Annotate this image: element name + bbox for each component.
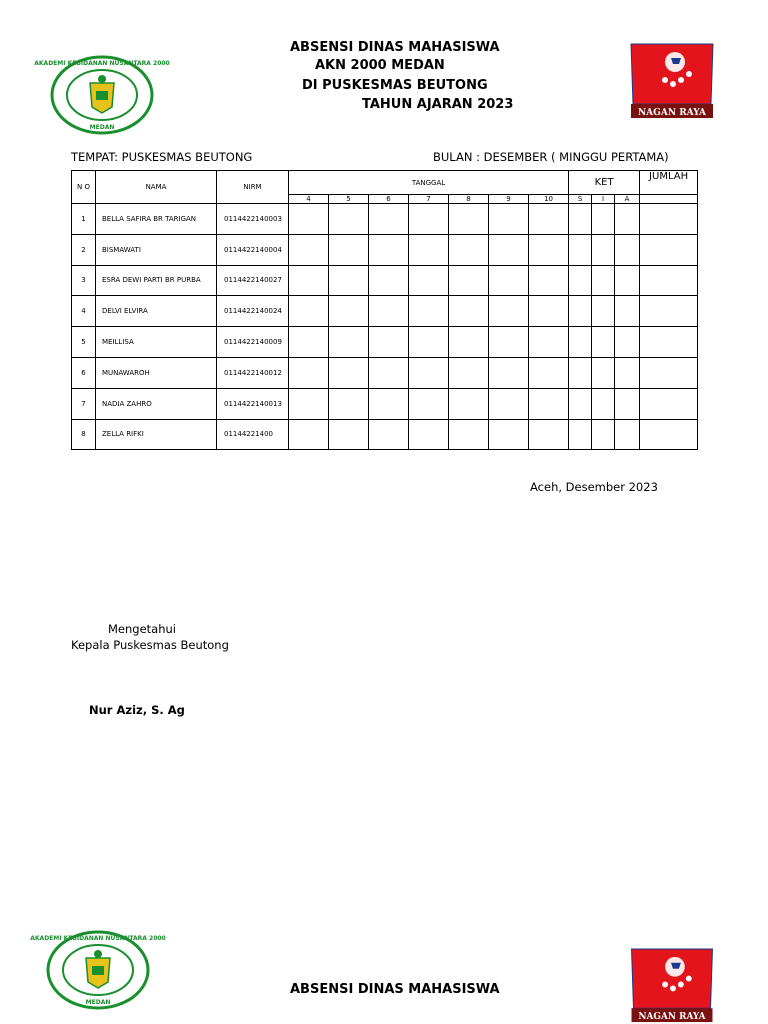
attendance-cell	[409, 204, 449, 235]
attendance-cell	[569, 357, 592, 388]
attendance-cell	[449, 234, 489, 265]
jabatan-label: Kepala Puskesmas Beutong	[71, 638, 229, 652]
row-no: 2	[72, 234, 96, 265]
bulan-label: BULAN : DESEMBER ( MINGGU PERTAMA)	[433, 150, 669, 164]
row-nama: ESRA DEWI PARTI BR PURBA	[96, 265, 217, 296]
attendance-cell	[369, 296, 409, 327]
attendance-cell	[289, 388, 329, 419]
attendance-cell	[529, 419, 569, 450]
attendance-cell	[529, 327, 569, 358]
attendance-cell	[569, 265, 592, 296]
attendance-cell	[289, 296, 329, 327]
attendance-cell	[489, 204, 529, 235]
title-line-3: DI PUSKESMAS BEUTONG	[302, 78, 488, 93]
attendance-cell	[615, 388, 640, 419]
nagan-raya-logo	[625, 40, 719, 120]
table-row	[72, 419, 698, 450]
attendance-cell	[449, 357, 489, 388]
attendance-cell	[592, 419, 615, 450]
header-jumlah: JUMLAH	[640, 171, 698, 195]
row-nirm: 0114422140004	[217, 234, 289, 265]
row-nama: MUNAWAROH	[96, 357, 217, 388]
logo-ring-text: AKADEMI KEBIDANAN NUSANTARA 2000	[34, 60, 170, 67]
ket-col-s: S	[569, 195, 592, 204]
attendance-cell	[592, 388, 615, 419]
row-nama: BELLA SAFIRA BR TARIGAN	[96, 204, 217, 235]
attendance-cell	[529, 234, 569, 265]
ket-col-i: I	[592, 195, 615, 204]
table-row	[72, 204, 698, 235]
attendance-cell	[640, 357, 698, 388]
row-nirm: 0114422140027	[217, 265, 289, 296]
row-no: 8	[72, 419, 96, 450]
row-no: 6	[72, 357, 96, 388]
attendance-cell	[329, 265, 369, 296]
title-line-4: TAHUN AJARAN 2023	[362, 97, 514, 112]
date-col: 4	[289, 195, 329, 204]
attendance-cell	[369, 234, 409, 265]
attendance-cell	[592, 327, 615, 358]
attendance-cell	[329, 204, 369, 235]
attendance-cell	[529, 357, 569, 388]
attendance-cell	[592, 265, 615, 296]
attendance-cell	[489, 234, 529, 265]
title-line-2: AKN 2000 MEDAN	[315, 58, 445, 73]
attendance-cell	[489, 357, 529, 388]
date-col: 7	[409, 195, 449, 204]
attendance-cell	[569, 419, 592, 450]
attendance-cell	[369, 419, 409, 450]
attendance-cell	[592, 357, 615, 388]
date-col: 5	[329, 195, 369, 204]
logo-bottom-text: MEDAN	[85, 999, 111, 1006]
attendance-cell	[640, 204, 698, 235]
attendance-cell	[569, 296, 592, 327]
attendance-cell	[640, 327, 698, 358]
attendance-cell	[529, 265, 569, 296]
attendance-cell	[449, 265, 489, 296]
row-nama: NADIA ZAHRO	[96, 388, 217, 419]
date-col: 6	[369, 195, 409, 204]
row-nirm: 0114422140024	[217, 296, 289, 327]
date-col: 8	[449, 195, 489, 204]
attendance-cell	[409, 357, 449, 388]
attendance-cell	[449, 388, 489, 419]
attendance-cell	[409, 419, 449, 450]
row-nama: ZELLA RIFKI	[96, 419, 217, 450]
date-col: 9	[489, 195, 529, 204]
attendance-cell	[592, 234, 615, 265]
attendance-cell	[289, 327, 329, 358]
attendance-cell	[489, 265, 529, 296]
attendance-cell	[640, 296, 698, 327]
attendance-cell	[615, 419, 640, 450]
attendance-cell	[369, 388, 409, 419]
attendance-cell	[615, 204, 640, 235]
row-nirm: 0114422140012	[217, 357, 289, 388]
row-nirm: 0114422140013	[217, 388, 289, 419]
attendance-cell	[449, 204, 489, 235]
attendance-cell	[329, 357, 369, 388]
attendance-cell	[289, 234, 329, 265]
attendance-cell	[449, 327, 489, 358]
attendance-cell	[489, 388, 529, 419]
table-row	[72, 296, 698, 327]
header-tanggal: TANGGAL	[289, 171, 569, 195]
attendance-cell	[409, 388, 449, 419]
row-no: 7	[72, 388, 96, 419]
header-nama: NAMA	[96, 171, 217, 204]
row-no: 5	[72, 327, 96, 358]
attendance-table	[71, 170, 698, 450]
table-row	[72, 327, 698, 358]
row-nirm: 0114422140009	[217, 327, 289, 358]
header-no: N O	[72, 171, 96, 204]
attendance-cell	[615, 234, 640, 265]
attendance-cell	[569, 327, 592, 358]
date-col: 10	[529, 195, 569, 204]
tempat-label: TEMPAT: PUSKESMAS BEUTONG	[71, 150, 253, 164]
attendance-cell	[569, 204, 592, 235]
logo-ring-text: AKADEMI KEBIDANAN NUSANTARA 2000	[30, 935, 166, 942]
row-nama: DELVI ELVIRA	[96, 296, 217, 327]
mengetahui-label: Mengetahui	[108, 622, 176, 636]
attendance-cell	[409, 327, 449, 358]
row-nama: BISMAWATI	[96, 234, 217, 265]
logo-banner-text: NAGAN RAYA	[638, 1012, 706, 1023]
attendance-cell	[569, 234, 592, 265]
row-nama: MEILLISA	[96, 327, 217, 358]
attendance-cell	[640, 234, 698, 265]
place-date: Aceh, Desember 2023	[530, 480, 658, 494]
logo-banner-text: NAGAN RAYA	[637, 108, 707, 118]
attendance-cell	[329, 419, 369, 450]
attendance-cell	[329, 327, 369, 358]
attendance-cell	[569, 388, 592, 419]
next-page-title: ABSENSI DINAS MAHASISWA	[290, 982, 500, 997]
attendance-cell	[329, 296, 369, 327]
attendance-cell	[289, 357, 329, 388]
row-no: 3	[72, 265, 96, 296]
table-row	[72, 234, 698, 265]
header-nirm: NIRM	[217, 171, 289, 204]
attendance-cell	[329, 388, 369, 419]
attendance-cell	[369, 357, 409, 388]
row-nirm: 0114422140003	[217, 204, 289, 235]
attendance-cell	[369, 204, 409, 235]
row-no: 4	[72, 296, 96, 327]
title-line-1: ABSENSI DINAS MAHASISWA	[290, 40, 500, 55]
attendance-cell	[329, 234, 369, 265]
attendance-cell	[615, 357, 640, 388]
ket-col-a: A	[615, 195, 640, 204]
akademi-kebidanan-logo-2	[30, 930, 166, 1010]
attendance-cell	[449, 296, 489, 327]
attendance-cell	[529, 296, 569, 327]
attendance-cell	[409, 296, 449, 327]
logo-bottom-text: MEDAN	[89, 124, 115, 131]
attendance-cell	[640, 388, 698, 419]
attendance-cell	[615, 296, 640, 327]
attendance-cell	[640, 265, 698, 296]
attendance-cell	[592, 204, 615, 235]
attendance-cell	[449, 419, 489, 450]
row-no: 1	[72, 204, 96, 235]
attendance-cell	[640, 419, 698, 450]
nagan-raya-logo-2	[625, 945, 719, 1024]
table-row	[72, 265, 698, 296]
akademi-kebidanan-logo	[34, 55, 170, 135]
attendance-cell	[289, 204, 329, 235]
attendance-cell	[409, 265, 449, 296]
attendance-cell	[489, 419, 529, 450]
attendance-cell	[489, 296, 529, 327]
table-row	[72, 388, 698, 419]
attendance-cell	[369, 265, 409, 296]
attendance-cell	[369, 327, 409, 358]
attendance-cell	[529, 388, 569, 419]
attendance-cell	[289, 419, 329, 450]
attendance-cell	[615, 327, 640, 358]
header-ket: KET	[569, 171, 640, 195]
row-nirm: 01144221400	[217, 419, 289, 450]
attendance-cell	[592, 296, 615, 327]
attendance-cell	[289, 265, 329, 296]
table-row	[72, 357, 698, 388]
signer-name: Nur Aziz, S. Ag	[89, 703, 185, 717]
attendance-cell	[489, 327, 529, 358]
attendance-cell	[615, 265, 640, 296]
attendance-cell	[409, 234, 449, 265]
attendance-cell	[529, 204, 569, 235]
